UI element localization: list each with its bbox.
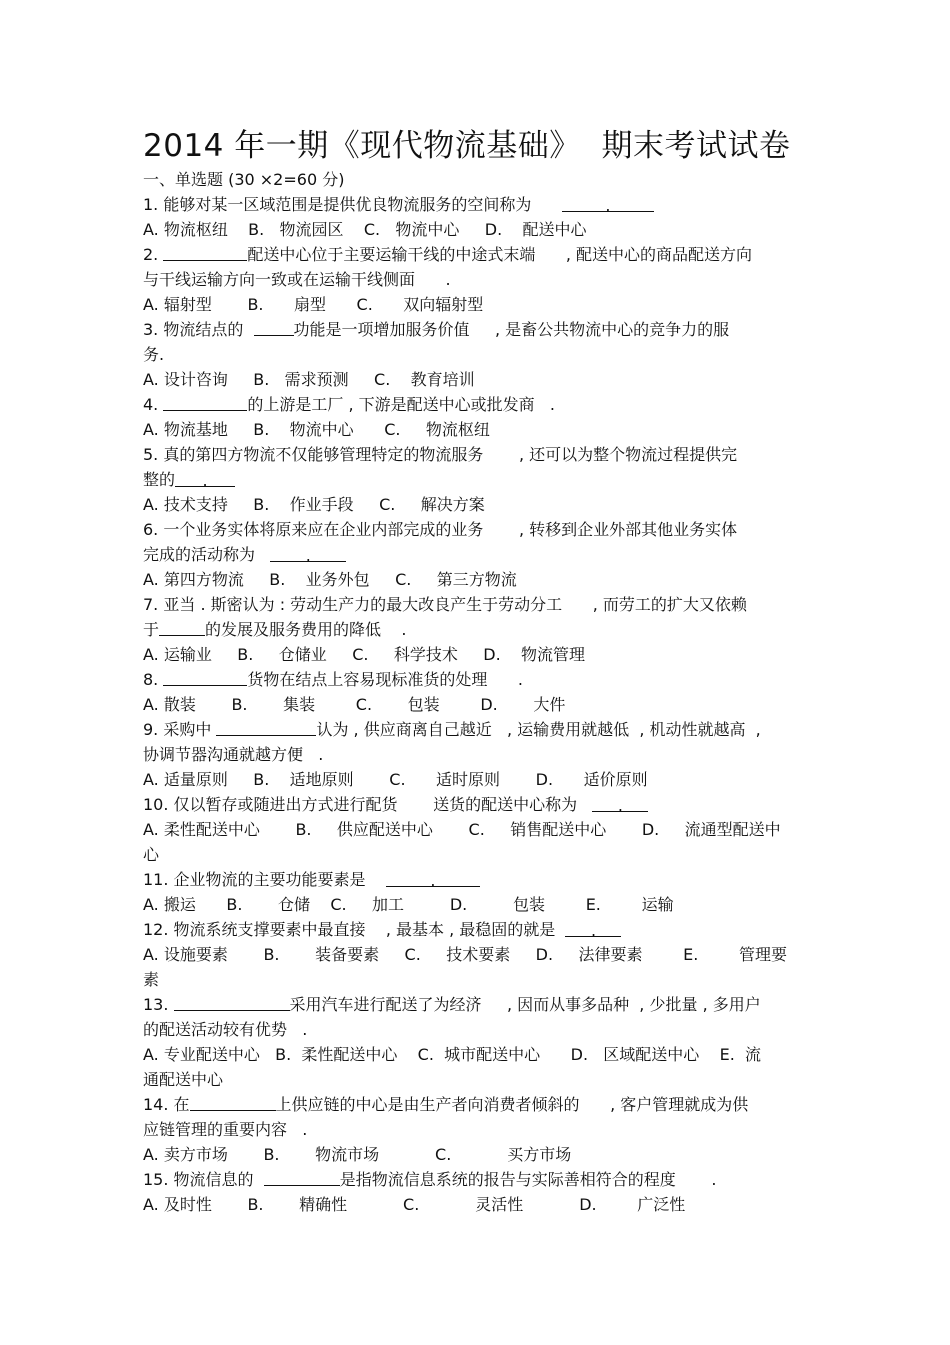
line-text: 的配送活动较有优势 . (143, 1020, 308, 1039)
text-line (143, 492, 808, 517)
text-line (143, 317, 808, 342)
line-text-after-blank: 的发展及服务费用的降低 . (205, 620, 407, 639)
text-line (143, 342, 808, 367)
text-line (143, 1117, 808, 1142)
text-line (143, 1017, 808, 1042)
line-text: 6. 一个业务实体将原来应在企业内部完成的业务 , 转移到企业外部其他业务实体 (143, 520, 738, 539)
text-line (143, 192, 808, 217)
line-text: A. 物流枢纽 B. 物流园区 C. 物流中心 D. 配送中心 (143, 220, 587, 239)
text-line (143, 992, 808, 1017)
text-line (143, 417, 808, 442)
text-line (143, 617, 808, 642)
line-text: 8. (143, 670, 164, 689)
line-text-after-blank: 上供应链的中心是由生产者向消费者倾斜的 , 客户管理就成为供 (275, 1095, 749, 1114)
line-text: 素 (143, 970, 160, 989)
text-line (143, 592, 808, 617)
line-text: 协调节器沟通就越方便 . (143, 745, 324, 764)
line-text: A. 第四方物流 B. 业务外包 C. 第三方物流 (143, 570, 517, 589)
line-text: 于 (143, 620, 160, 639)
line-text: 14. 在 (143, 1095, 190, 1114)
text-line (143, 967, 808, 992)
page-title: 2014 年一期《现代物流基础》 期末考试试卷 (143, 128, 791, 164)
question-list (143, 192, 808, 1217)
answer-blank: . (175, 468, 235, 487)
answer-blank (174, 992, 290, 1011)
line-text: 13. (143, 995, 174, 1014)
answer-blank: . (386, 868, 480, 887)
line-text: 7. 亚当 . 斯密认为 : 劳动生产力的最大改良产生于劳动分工 , 而劳工的扩大又依赖 (143, 595, 747, 614)
line-text: 务. (143, 345, 165, 364)
line-text: 3. 物流结点的 (143, 320, 254, 339)
answer-blank (216, 717, 316, 736)
text-line (143, 792, 808, 817)
line-text: A. 及时性 B. 精确性 C. 灵活性 D. 广泛性 (143, 1195, 686, 1214)
text-line (143, 242, 808, 267)
answer-blank: . (565, 918, 621, 937)
line-text-after-blank: 的上游是工厂 , 下游是配送中心或批发商 . (247, 395, 555, 414)
line-text: A. 物流基地 B. 物流中心 C. 物流枢纽 (143, 420, 490, 439)
line-text: A. 散装 B. 集装 C. 包装 D. 大件 (143, 695, 566, 714)
line-text: 9. 采购中 (143, 720, 217, 739)
line-text: 12. 物流系统支撑要素中最直接 , 最基本 , 最稳固的就是 (143, 920, 566, 939)
line-text: 11. 企业物流的主要功能要素是 (143, 870, 386, 889)
answer-blank (163, 667, 247, 686)
section-heading: 一、单选题 (30 ×2=60 分) (143, 170, 345, 189)
text-line (143, 292, 808, 317)
text-line (143, 217, 808, 242)
line-text-after-blank: 采用汽车进行配送了为经济 , 因而从事多品种 , 少批量 , 多用户 (289, 995, 761, 1014)
line-text: 1. 能够对某一区域范围是提供优良物流服务的空间称为 (143, 195, 562, 214)
line-text: A. 搬运 B. 仓储 C. 加工 D. 包装 E. 运输 (143, 895, 674, 914)
line-text: 15. 物流信息的 (143, 1170, 264, 1189)
line-text: A. 设计咨询 B. 需求预测 C. 教育培训 (143, 370, 475, 389)
line-text: 10. 仅以暂存或随进出方式进行配货 送货的配送中心称为 (143, 795, 593, 814)
text-line (143, 1067, 808, 1092)
text-line (143, 917, 808, 942)
line-text: A. 设施要素 B. 装备要素 C. 技术要素 D. 法律要素 E. 管理要 (143, 945, 788, 964)
answer-blank (190, 1092, 276, 1111)
text-line (143, 642, 808, 667)
text-line (143, 892, 808, 917)
line-text-after-blank: 功能是一项增加服务价值 , 是畜公共物流中心的竞争力的服 (293, 320, 730, 339)
answer-blank (159, 617, 205, 636)
line-text: A. 专业配送中心 B. 柔性配送中心 C. 城市配送中心 D. 区域配送中心 E. 流 (143, 1045, 761, 1064)
line-text: 5. 真的第四方物流不仅能够管理特定的物流服务 , 还可以为整个物流过程提供完 (143, 445, 738, 464)
line-text-after-blank: 配送中心位于主要运输干线的中途式末端 , 配送中心的商品配送方向 (247, 245, 753, 264)
text-line (143, 1167, 808, 1192)
text-line (143, 692, 808, 717)
text-line (143, 517, 808, 542)
line-text: 2. (143, 245, 164, 264)
text-line (143, 1142, 808, 1167)
answer-blank (163, 392, 247, 411)
line-text: 应链管理的重要内容 . (143, 1120, 308, 1139)
answer-blank (163, 242, 247, 261)
line-text-after-blank: 是指物流信息系统的报告与实际善相符合的程度 . (339, 1170, 717, 1189)
text-line (143, 1192, 808, 1217)
text-line (143, 1092, 808, 1117)
text-line (143, 467, 808, 492)
text-line (143, 392, 808, 417)
answer-blank: . (270, 543, 346, 562)
line-text: 整的 (143, 470, 176, 489)
text-line (143, 742, 808, 767)
line-text-after-blank: 货物在结点上容易现标准货的处理 . (247, 670, 523, 689)
text-line (143, 842, 808, 867)
line-text: A. 柔性配送中心 B. 供应配送中心 C. 销售配送中心 D. 流通型配送中 (143, 820, 781, 839)
text-line (143, 942, 808, 967)
line-text: A. 技术支持 B. 作业手段 C. 解决方案 (143, 495, 485, 514)
line-text: 通配送中心 (143, 1070, 224, 1089)
text-line (143, 367, 808, 392)
text-line (143, 767, 808, 792)
answer-blank (254, 317, 294, 336)
line-text: 4. (143, 395, 164, 414)
line-text: A. 卖方市场 B. 物流市场 C. 买方市场 (143, 1145, 572, 1164)
line-text: A. 适量原则 B. 适地原则 C. 适时原则 D. 适价原则 (143, 770, 648, 789)
text-line (143, 542, 808, 567)
line-text: A. 辐射型 B. 扇型 C. 双向辐射型 (143, 295, 484, 314)
line-text: 心 (143, 845, 160, 864)
text-line (143, 867, 808, 892)
line-text: A. 运输业 B. 仓储业 C. 科学技术 D. 物流管理 (143, 645, 586, 664)
text-line (143, 817, 808, 842)
text-line (143, 1042, 808, 1067)
line-text: 与干线运输方向一致或在运输干线侧面 . (143, 270, 451, 289)
text-line (143, 667, 808, 692)
text-line (143, 567, 808, 592)
answer-blank: . (592, 793, 648, 812)
text-line (143, 442, 808, 467)
line-text-after-blank: 认为 , 供应商离自己越近 , 运输费用就越低 , 机动性就越高 , (316, 720, 761, 739)
answer-blank: . (562, 193, 654, 212)
line-text: 完成的活动称为 (143, 545, 271, 564)
text-line (143, 717, 808, 742)
text-line (143, 267, 808, 292)
answer-blank (264, 1167, 340, 1186)
